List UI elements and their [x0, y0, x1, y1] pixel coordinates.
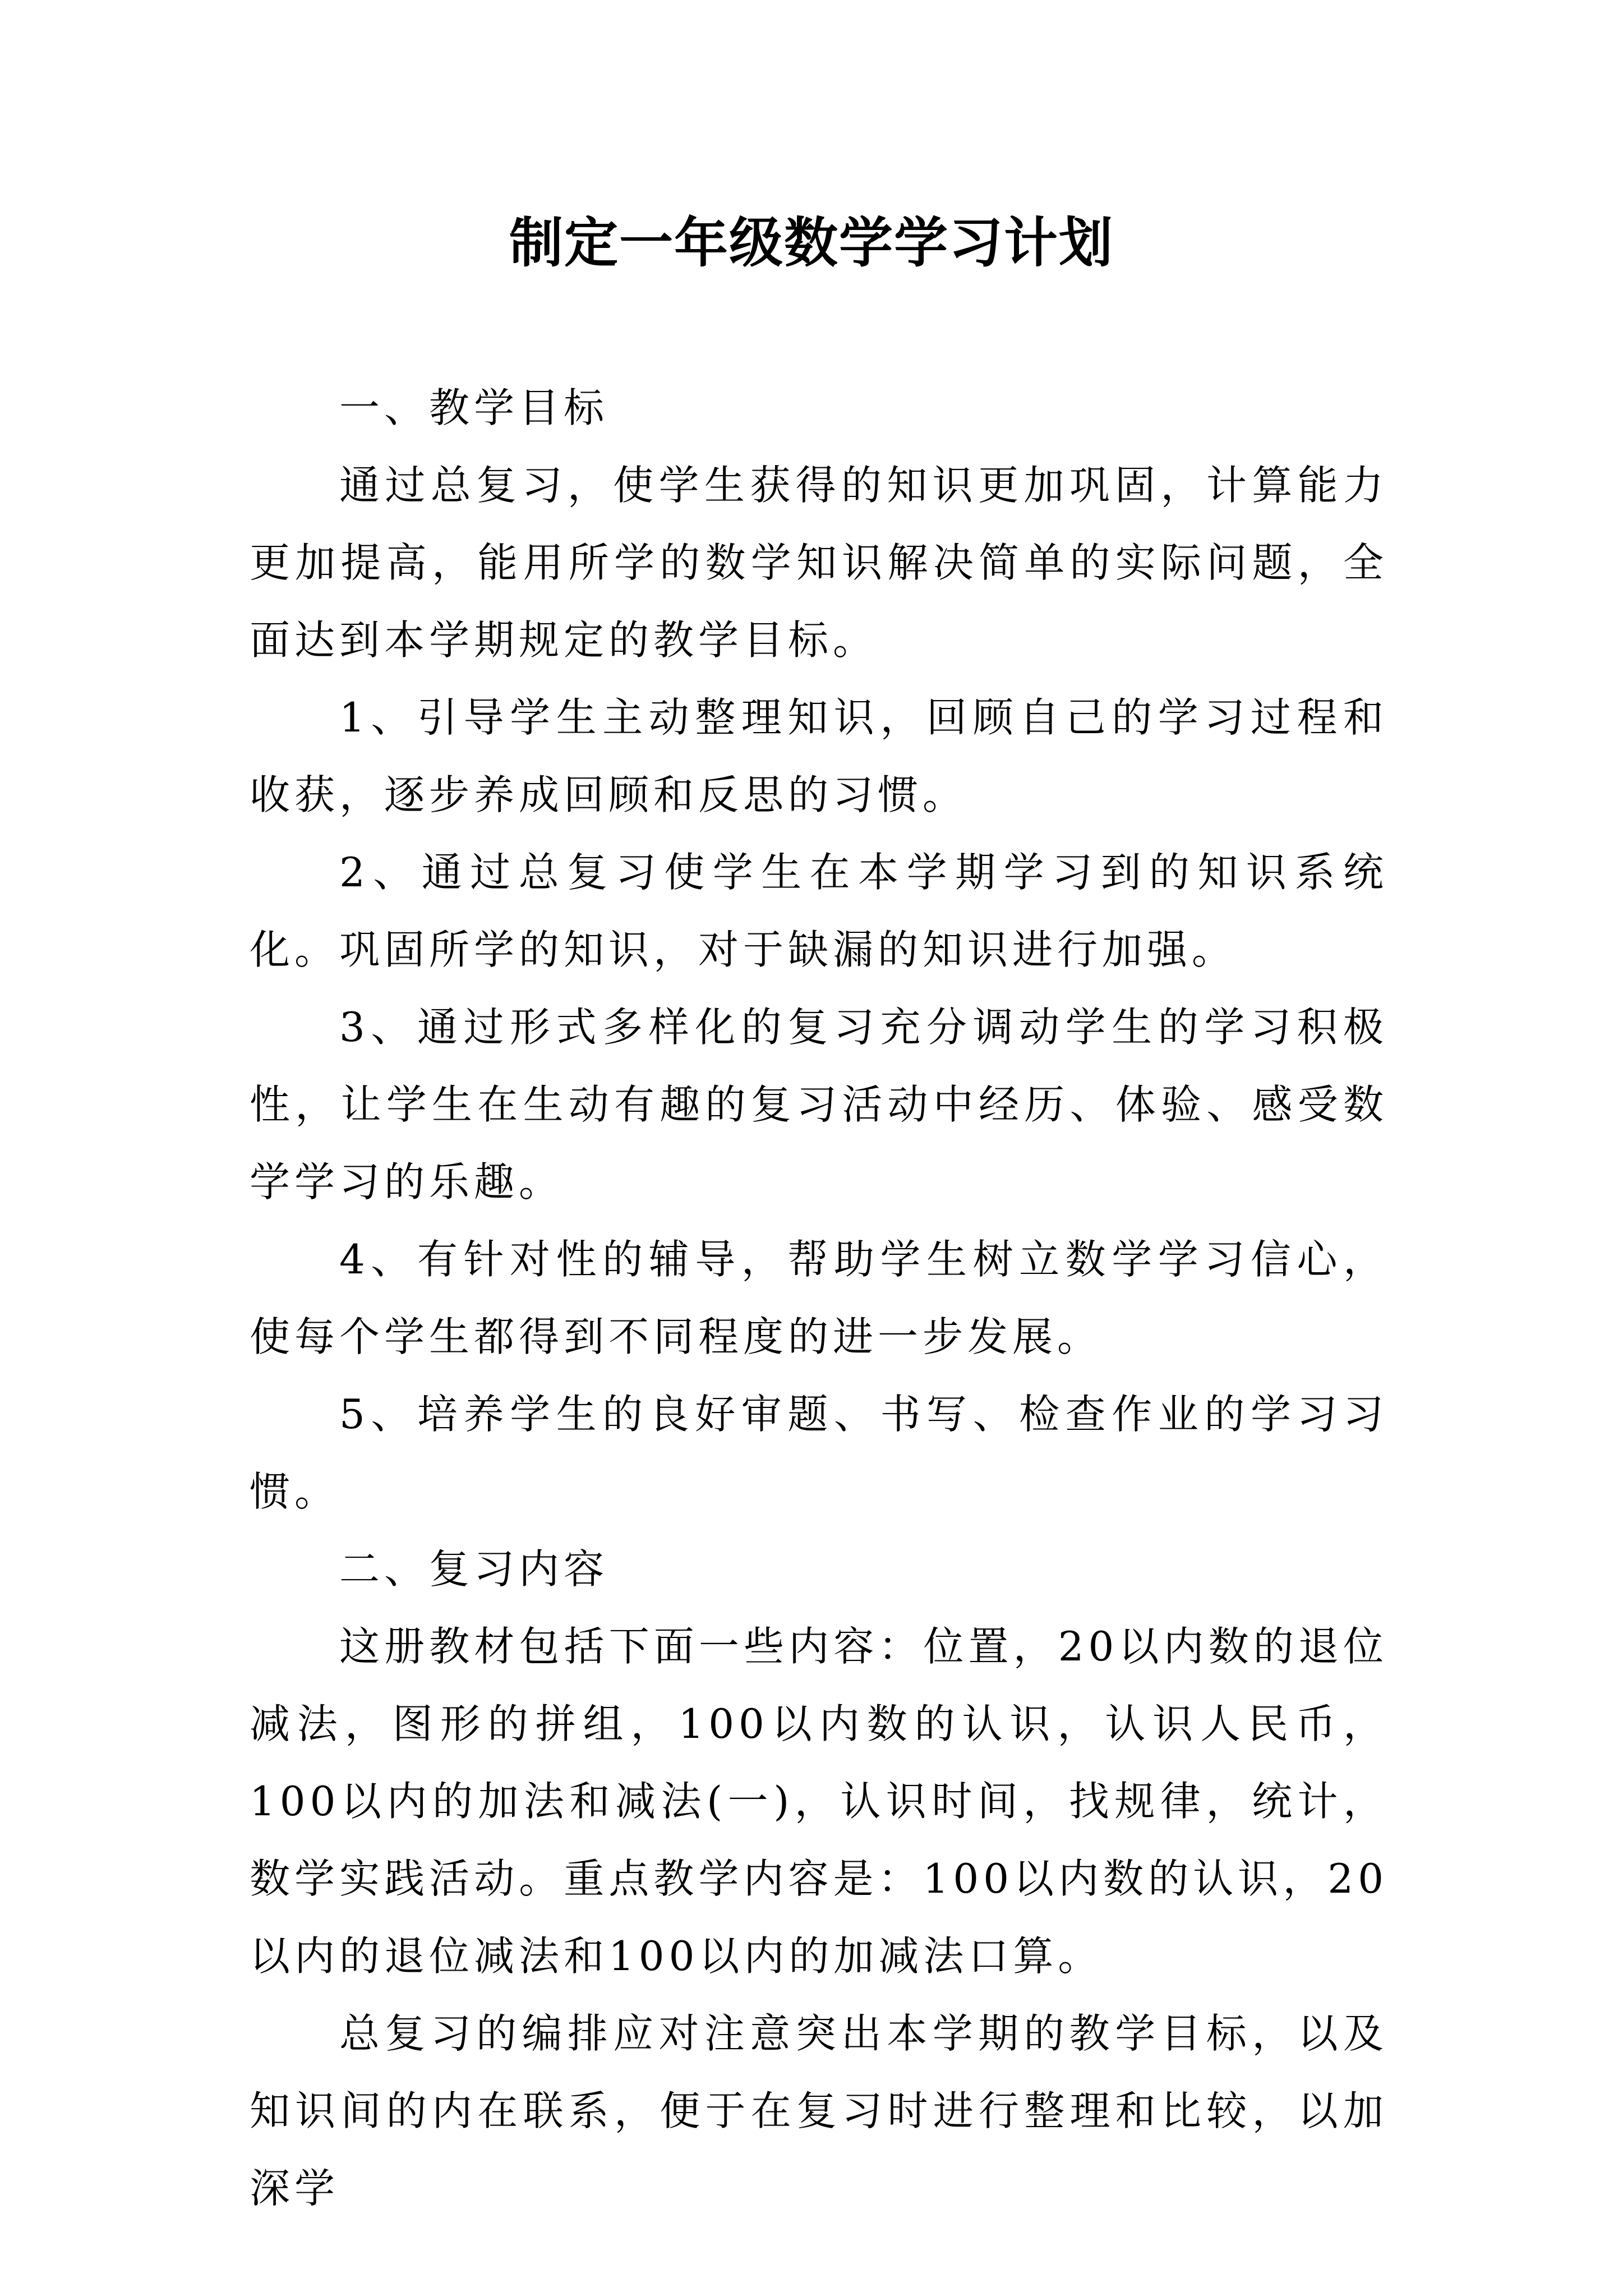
section-heading-goals: 一、教学目标 [339, 384, 609, 431]
paragraph-content-intro: 这册教材包括下面一些内容：位置，20以内数的退位减法，图形的拼组，100以内数的认识，认识人民币，100以内的加法和减法(一)，认识时间，找规律，统计，数学实践活动。重点教学内容是：100以内数的认识，20以内的退位减法和100以内的加减法口算。 [250, 1623, 1388, 1980]
section-heading-content: 二、复习内容 [339, 1545, 609, 1593]
paragraph-goal-3: 3、通过形式多样化的复习充分调动学生的学习积极性，让学生在生动有趣的复习活动中经历、体验、感受数学学习的乐趣。 [250, 1004, 1388, 1205]
paragraph-goal-1: 1、引导学生主动整理知识，回顾自己的学习过程和收获，逐步养成回顾和反思的习惯。 [250, 694, 1388, 818]
paragraph-goal-4: 4、有针对性的辅导，帮助学生树立数学学习信心，使每个学生都得到不同程度的进一步发展。 [250, 1236, 1388, 1360]
paragraph-goal-2: 2、通过总复习使学生在本学期学习到的知识系统化。巩固所学的知识，对于缺漏的知识进行加强。 [250, 849, 1388, 973]
paragraph-review-arrangement: 总复习的编排应对注意突出本学期的教学目标，以及知识间的内在联系，便于在复习时进行整理和比较，以加深学 [250, 2010, 1388, 2212]
document-title: 制定一年级数学学习计划 [509, 211, 1114, 274]
paragraph-goal-5: 5、培养学生的良好审题、书写、检查作业的学习习惯。 [250, 1391, 1388, 1515]
paragraph-goals-intro: 通过总复习，使学生获得的知识更加巩固，计算能力更加提高，能用所学的数学知识解决简单的实际问题，全面达到本学期规定的教学目标。 [250, 462, 1388, 664]
document-body [250, 369, 1388, 2227]
